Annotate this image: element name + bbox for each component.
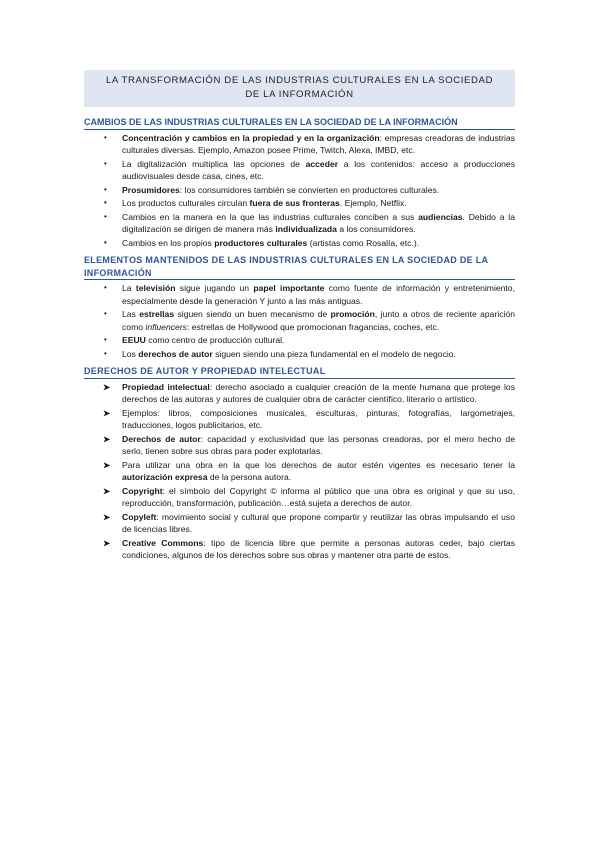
bold-text: acceder — [305, 158, 339, 169]
item-text: a los consumidores. — [336, 224, 416, 235]
list-item — [84, 158, 515, 183]
arrow-bullet-icon: ➤ — [103, 485, 111, 496]
item-text: : capacidad y exclusividad que las personas creadoras, por el mero hecho de serlo, tienen sobre sus obras para poder explotarlas. — [122, 433, 515, 456]
bullet-icon: • — [104, 132, 107, 142]
item-text: Cambios en la manera en la que las industrias culturales conciben a sus — [122, 211, 419, 222]
list-item — [84, 433, 515, 458]
bold-text: promoción — [330, 309, 375, 320]
italic-text: influencers — [145, 321, 187, 332]
bold-text: productores culturales — [214, 237, 308, 248]
section-list — [84, 132, 515, 250]
item-text: de la persona autora. — [207, 472, 292, 482]
bold-text: autorización expresa — [122, 472, 208, 482]
bold-text: estrellas — [139, 309, 175, 320]
list-item — [84, 334, 515, 346]
item-text: : empresas creadoras de industrias culturales diversas. Ejemplo, Amazon posee Prime, Twitch, Alexa, IMBD, etc. — [122, 132, 515, 155]
bold-text: Prosumidores — [122, 184, 180, 195]
list-item — [84, 511, 515, 536]
bold-text: Concentración y cambios en la propiedad y en la organización — [122, 132, 380, 143]
document-title-line-2: DE LA INFORMACIÓN — [245, 89, 354, 100]
item-text: . Debido a la digitalización se dirigen de manera más — [122, 211, 515, 235]
item-text: . Ejemplo, Netflix. — [339, 198, 407, 209]
arrow-bullet-icon: ➤ — [103, 407, 111, 418]
list-item — [84, 211, 515, 236]
bullet-icon: • — [104, 211, 107, 221]
bold-text: Copyleft — [122, 511, 157, 522]
item-text: : movimiento social y cultural que propone compartir y reutilizar las obras impulsando el uso de licencias libres. — [122, 511, 515, 534]
item-text: La — [122, 283, 136, 294]
bullet-icon: • — [104, 283, 107, 293]
item-text: : el símbolo del Copyright © informa al público que una obra es original y que su uso, reproducción, transformación, publicación…está sujeta a derechos de autor. — [122, 485, 515, 508]
arrow-bullet-icon: ➤ — [103, 459, 111, 470]
bullet-icon: • — [104, 198, 107, 208]
bold-text: Propiedad intelectual — [122, 381, 210, 392]
item-text: Las — [122, 309, 140, 320]
bullet-icon: • — [104, 158, 107, 168]
item-text: , junto a otros de reciente aparición como — [122, 309, 515, 332]
list-item — [84, 381, 515, 406]
item-text: : los consumidores también se convierten en productores culturales. — [179, 184, 440, 195]
list-item — [84, 197, 515, 209]
item-text: : derecho asociado a cualquier creación de la mente humana que protege los derechos de las autoras y autores de cualquier obra de carácter científico, literario o artístico. — [122, 381, 515, 404]
arrow-bullet-icon: ➤ — [103, 381, 111, 392]
bold-text: papel importante — [253, 283, 325, 294]
item-text: como centro de producción cultural. — [145, 335, 285, 346]
item-text: siguen siendo una pieza fundamental en el modelo de negocio. — [212, 348, 456, 359]
bullet-icon: • — [104, 335, 107, 345]
list-item — [84, 537, 515, 562]
bold-text: Copyright — [122, 485, 163, 496]
bold-text: Creative Commons — [122, 537, 204, 548]
document-title-line-1: LA TRANSFORMACIÓN DE LAS INDUSTRIAS CULTURALES EN LA SOCIEDAD — [105, 75, 494, 86]
item-text: a los contenidos: acceso a producciones audiovisuales desde casa, cines, etc. — [122, 158, 515, 181]
list-item — [84, 459, 515, 484]
item-text: Los productos culturales circulan — [122, 198, 250, 209]
section-heading: CAMBIOS DE LAS INDUSTRIAS CULTURALES EN LA SOCIEDAD DE LA INFORMACIÓN — [84, 116, 515, 130]
document-title-box — [84, 70, 515, 107]
document-sections — [84, 116, 515, 561]
bold-text: televisión — [135, 283, 176, 294]
document-page — [84, 70, 515, 563]
list-item — [84, 132, 515, 157]
item-text: siguen siendo un buen mecanismo de — [174, 309, 331, 320]
bullet-icon: • — [104, 184, 107, 194]
section-list — [84, 381, 515, 562]
list-item — [84, 348, 515, 360]
item-text: La digitalización multiplica las opciones de — [122, 158, 306, 169]
bullet-icon: • — [104, 309, 107, 319]
bold-text: individualizada — [275, 224, 337, 235]
list-item — [84, 184, 515, 196]
bold-text: fuera de sus fronteras — [249, 198, 340, 209]
list-item — [84, 485, 515, 510]
bullet-icon: • — [104, 237, 107, 247]
section-heading: DERECHOS DE AUTOR Y PROPIEDAD INTELECTUAL — [84, 365, 515, 379]
item-text: Para utilizar una obra en la que los derechos de autor estén vigentes es necesario tener la — [122, 459, 515, 470]
item-text: : tipo de licencia libre que permite a personas autoras ceder, bajo ciertas condiciones, algunos de los derechos sobre sus obras y mantener otra parte de estos. — [122, 537, 515, 560]
bold-text: derechos de autor — [138, 348, 213, 359]
section-heading: ELEMENTOS MANTENIDOS DE LAS INDUSTRIAS CULTURALES EN LA SOCIEDAD DE LA INFORMACIÓN — [84, 254, 515, 280]
arrow-bullet-icon: ➤ — [103, 537, 111, 548]
item-text: Ejemplos: libros, composiciones musicales, esculturas, pinturas, fotografías, largometrajes, traducciones, logos publicitarios, etc. — [122, 407, 515, 430]
item-text: como fuente de información y entretenimiento, especialmente desde la generación Y junto a las más antiguas. — [122, 283, 515, 306]
item-text: (artistas como Rosalía, etc.). — [307, 237, 420, 248]
bold-text: audiencias — [418, 211, 463, 222]
bold-text: EEUU — [122, 335, 146, 346]
list-item — [84, 237, 515, 249]
item-text: Los — [122, 348, 139, 359]
item-text: : estrellas de Hollywood que promocionan fragancias, coches, etc. — [186, 321, 440, 332]
arrow-bullet-icon: ➤ — [103, 511, 111, 522]
bullet-icon: • — [104, 348, 107, 358]
list-item — [84, 282, 515, 307]
arrow-bullet-icon: ➤ — [103, 433, 111, 444]
item-text: sigue jugando un — [175, 283, 254, 294]
item-text: Cambios en los propios — [122, 237, 215, 248]
section-list — [84, 282, 515, 360]
list-item — [84, 407, 515, 432]
list-item — [84, 308, 515, 333]
bold-text: Derechos de autor — [122, 433, 201, 444]
